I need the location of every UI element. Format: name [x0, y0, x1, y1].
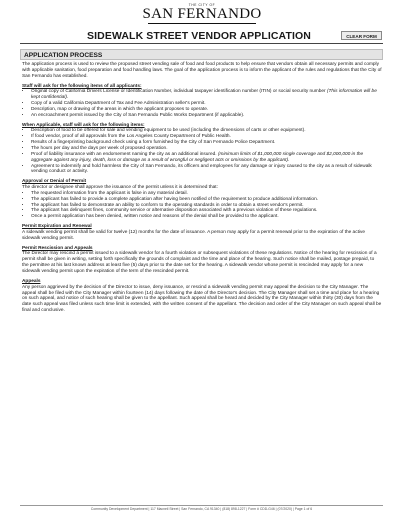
- denial-lead: The director or designee shall approve the issuance of the permit unless it is determined that:: [22, 185, 218, 191]
- denial-heading: Approval or Denial of Permit: [22, 179, 87, 185]
- list-item: • An encroachment permit issued by the City of San Fernando Public Works Department (if applicable).: [31, 113, 382, 119]
- section-header: APPLICATION PROCESS: [20, 49, 383, 60]
- list-item: • Once a permit application has been denied, written notice and reasons of the denial shall be provided to the applicant.: [31, 214, 382, 220]
- list-item: • If food vendor, proof of all approvals from the Los Angeles County Department of Public Health.: [31, 134, 382, 140]
- logo-underline: [148, 23, 256, 24]
- list-item: • Proof of liability insurance with an endorsement naming the city as an additional insured. (minimum limits of $1,000,000 single coverage and $2,000,000 in the aggregate against any injury, death, loss or damage as a result of wrongful or negligent acts or omissions by the applicant).: [31, 152, 382, 164]
- page-title: SIDEWALK STREET VENDOR APPLICATION: [87, 30, 311, 42]
- expiration-heading: Permit Expiration and Renewal: [22, 224, 92, 230]
- staff-all-list: [22, 89, 382, 118]
- list-item: • The hours per day and the days per week of proposed operation.: [31, 146, 382, 152]
- list-item: • Results of a fingerprinting background check using a form furnished by the City of San Fernando Police Department.: [31, 140, 382, 146]
- clear-form-button[interactable]: CLEAR FORM: [341, 31, 382, 40]
- expiration-text: A sidewalk vending permit shall be valid for twelve (12) months for the date of issuance. A person may apply for a permit renewal prior to the expiration of the active sidewalk vending permit.: [22, 229, 365, 241]
- list-item: • Original copy of California Drivers License or Identification Number, individual taxpayer identification number (ITIN) or social security number (This information will be kept confidential).: [31, 89, 382, 101]
- list-item: • Copy of a valid California Department of Tax and Fee Administration seller's permit.: [31, 101, 382, 107]
- logo-small-text: THE CITY OF: [188, 3, 216, 7]
- staff-applicable-heading: When Applicable, staff will ask for the following items:: [22, 122, 145, 128]
- list-item: • Agreement to indemnify and hold harmless the City of San Fernando, its officers and employees for any damage or injury caused to the city as a result of sidewalk vending conduct or activity.: [31, 164, 382, 176]
- page-footer: Community Development Department | 117 Macneil Street | San Fernando, CA 91340 | (818) 898-1227 | Form # CDD-G46 | (07/2020) | Page 1 of 6: [20, 505, 383, 512]
- document-body: [22, 62, 382, 318]
- title-bar: [20, 30, 383, 44]
- staff-all-heading: Staff will ask for the following items of all applicants:: [22, 83, 142, 89]
- intro-paragraph: The application process is used to review the proposed street vending sale of food and food products to help ensure that vendors obtain all necessary permits and comply with applicable sanitation, food preparation and food handling laws. The goal of the application process is to inform the applicant of the rules and regulations that the City of San Fernando has established.: [22, 62, 382, 79]
- list-item: • Description, map or drawing of the areas in which the applicant proposes to operate.: [31, 107, 382, 113]
- list-item: • The requested information from the applicant is false in any material detail.: [31, 191, 382, 197]
- appeals-heading: Appeals: [22, 278, 41, 284]
- list-item: • The applicant has failed to demonstrate an ability to conform to the operating standards in order to obtain a street vendor's permit.: [31, 203, 382, 209]
- rescission-heading: Permit Rescission and Appeals: [22, 245, 93, 251]
- list-item: • The applicant has delinquent fines, community service or alternative disposition associated with a previous violation of these regulations.: [31, 208, 382, 214]
- rescission-text: The Director may rescind a permit issued to a sidewalk vendor for a fourth violation or subsequent violations of these regulations. Notice of the hearing for rescission of a permit shall be given in writing, setting forth specifically the grounds of complaint and the time and place of the hearing. Such notice shall be mailed, postage prepaid, to the permittee at his last known address at least five (5) days prior to the date set for the hearing. A sidewalk vendor whose permit is rescinded may apply for a new sidewalk vending permit upon the expiration of the term of the rescinded permit.: [22, 251, 377, 274]
- city-logo: [142, 3, 262, 25]
- denial-list: [22, 191, 382, 220]
- list-item: • The applicant has failed to provide a complete application after having been notified of the requirement to produce additional information.: [31, 197, 382, 203]
- appeals-text: Any person aggrieved by the decision of the Director to issue, deny issuance, or rescind a sidewalk vending permit may appeal the decision to the City Manager. The appeal shall be filed with the City Manager within fourteen (14) days following the date of the Director's decision. The City Manager shall set a time and place for a hearing on such appeal, and notice of such hearing shall be given to the appellant. Such appeal shall be heard and decided by the City Manager within thirty (30) days from the date such appeal was filed unless such time limit is extended, with the written consent of the appellant. The decision and order of the City Manager on such appeal shall be final and conclusive.: [22, 284, 382, 314]
- logo-city-name: SAN FERNANDO: [142, 6, 262, 22]
- staff-applicable-list: [22, 128, 382, 175]
- list-item: • Description of food to be offered for sale and vending equipment to be used (including the dimensions of carts or other equipment).: [31, 128, 382, 134]
